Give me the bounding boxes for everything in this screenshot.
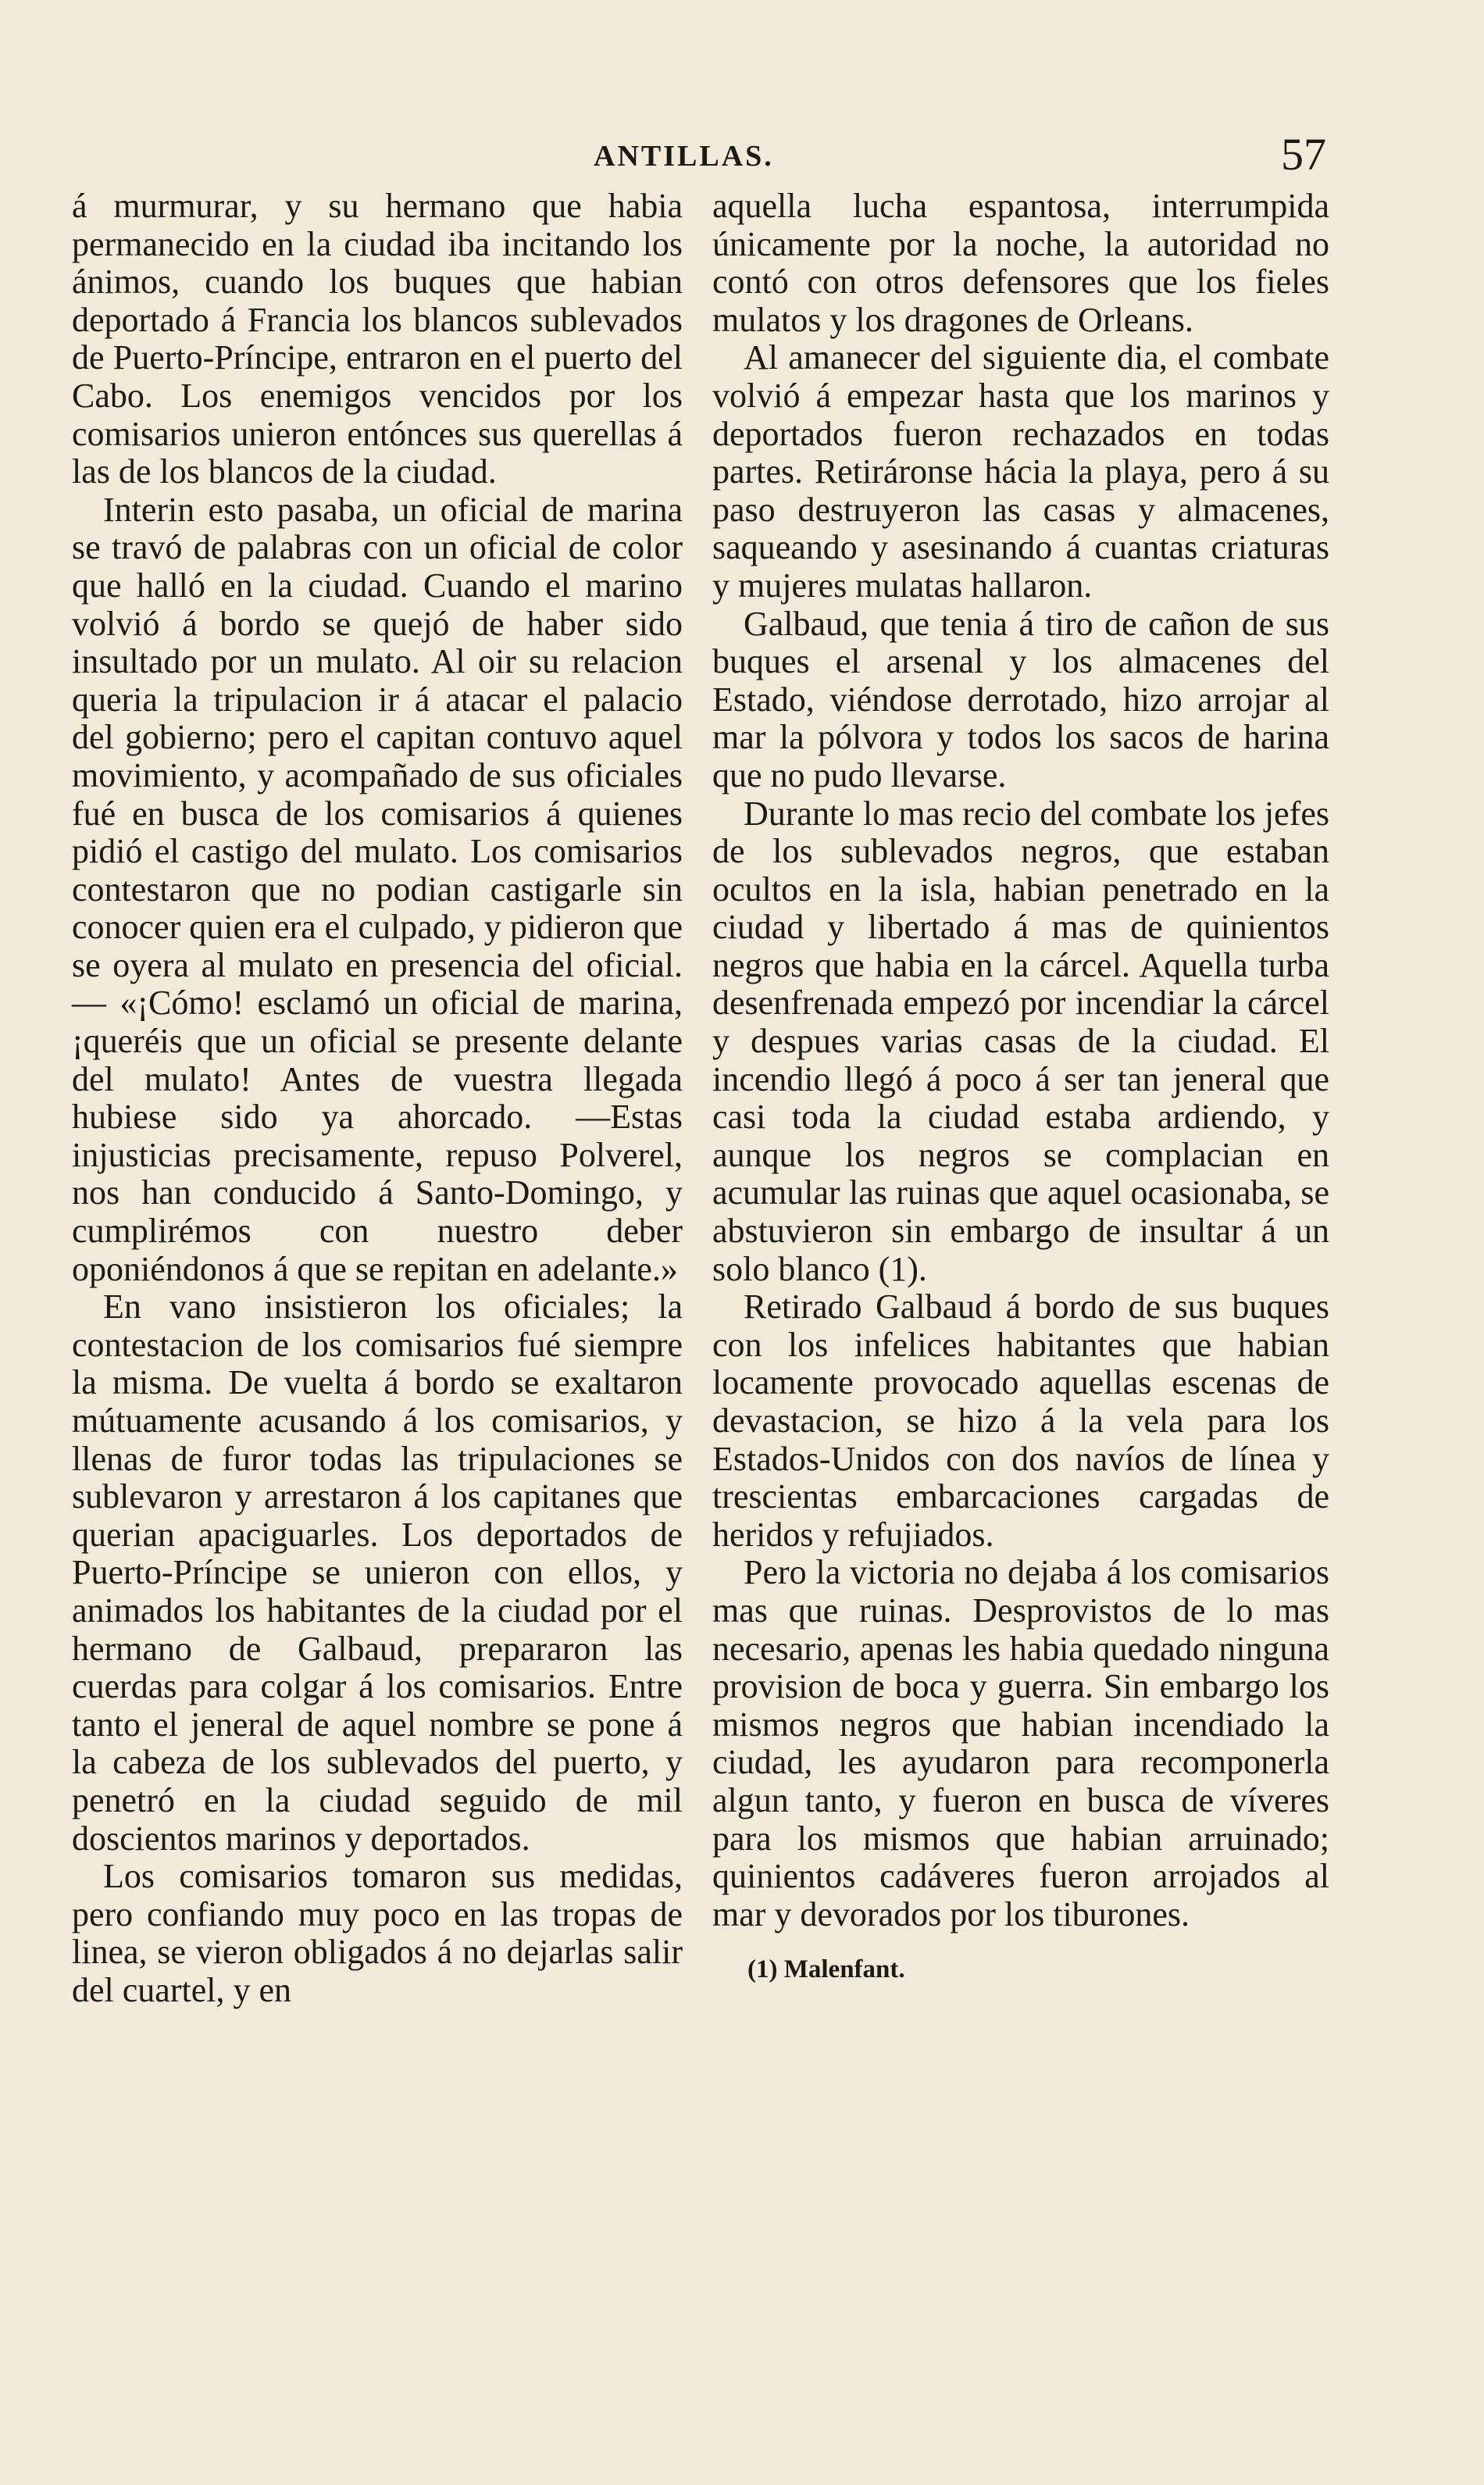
paragraph: Los comisarios tomaron sus medidas, pero confiando muy poco en las tropas de linea, se vieron obligados á no dejarlas salir del cuartel, y en: [72, 1857, 683, 2009]
paragraph: Interin esto pasaba, un oficial de marina se travó de palabras con un oficial de color que halló en la ciudad. Cuando el marino volvió á bordo se quejó de haber sido insultado por un mulato. Al oir su relacion queria la tripulacion ir á atacar el palacio del gobierno; pero el capitan contuvo aquel movimiento, y acompañado de sus oficiales fué en busca de los comisarios á quienes pidió el castigo del mulato. Los comisarios contestaron que no podian castigarle sin conocer quien era el culpado, y pidieron que se oyera al mulato en presencia del oficial. — «¡Cómo! esclamó un oficial de marina, ¡queréis que un oficial se presente delante del mulato! Antes de vuestra llegada hubiese sido ya ahorcado. —Estas injusticias precisamente, repuso Polverel, nos han conducido á Santo-Domingo, y cumplirémos con nuestro deber oponiéndonos á que se repitan en adelante.»: [72, 490, 683, 1288]
paragraph: Galbaud, que tenia á tiro de cañon de sus buques el arsenal y los almacenes del Estado, viéndose derrotado, hizo arrojar al mar la pólvora y todos los sacos de harina que no pudo llevarse.: [712, 604, 1329, 794]
page-number: 57: [1281, 129, 1326, 180]
right-column: [712, 187, 1329, 1988]
running-head: [0, 123, 1484, 186]
paragraph: Retirado Galbaud á bordo de sus buques con los infelices habitantes que habian locamente provocado aquellas escenas de devastacion, se hizo á la vela para los Estados-Unidos con dos navíos de línea y trescientas embarcaciones cargadas de heridos y refujiados.: [712, 1287, 1329, 1554]
paragraph: á murmurar, y su hermano que habia permanecido en la ciudad iba incitando los ánimos, cuando los buques que habian deportado á Francia los blancos sublevados de Puerto-Príncipe, entraron en el puerto del Cabo. Los enemigos vencidos por los comisarios unieron entónces sus querellas á las de los blancos de la ciudad.: [72, 187, 683, 491]
footnote: (1) Malenfant.: [747, 1955, 905, 1984]
paragraph: Pero la victoria no dejaba á los comisarios mas que ruinas. Desprovistos de lo mas necesario, apenas les habia quedado ninguna provision de boca y guerra. Sin embargo los mismos negros que habian incendiado la ciudad, les ayudaron para recomponerla algun tanto, y fueron en busca de víveres para los mismos que habian arruinado; quinientos cadáveres fueron arrojados al mar y devorados por los tiburones.: [712, 1553, 1329, 1933]
paragraph: Al amanecer del siguiente dia, el combate volvió á empezar hasta que los marinos y deportados fueron rechazados en todas partes. Retiráronse hácia la playa, pero á su paso destruyeron las casas y almacenes, saqueando y asesinando á cuantas criaturas y mujeres mulatas hallaron.: [712, 338, 1329, 605]
paragraph: Durante lo mas recio del combate los jefes de los sublevados negros, que estaban ocultos en la isla, habian penetrado en la ciudad y libertado á mas de quinientos negros que habia en la cárcel. Aquella turba desenfrenada empezó por incendiar la cárcel y despues varias casas de la ciudad. El incendio llegó á poco á ser tan jeneral que casi toda la ciudad estaba ardiendo, y aunque los negros se complacian en acumular las ruinas que aquel ocasionaba, se abstuvieron sin embargo de insultar á un solo blanco (1).: [712, 794, 1329, 1288]
running-head-title: ANTILLAS.: [594, 140, 774, 173]
left-column: [72, 187, 683, 2010]
paragraph: En vano insistieron los oficiales; la contestacion de los comisarios fué siempre la misma. De vuelta á bordo se exaltaron mútuamente acusando á los comisarios, y llenas de furor todas las tripulaciones se sublevaron y arrestaron á los capitanes que querian apaciguarles. Los deportados de Puerto-Príncipe se unieron con ellos, y animados los habitantes de la ciudad por el hermano de Galbaud, prepararon las cuerdas para colgar á los comisarios. Entre tanto el jeneral de aquel nombre se pone á la cabeza de los sublevados del puerto, y penetró en la ciudad seguido de mil doscientos marinos y deportados.: [72, 1287, 683, 1858]
paragraph: aquella lucha espantosa, interrumpida únicamente por la noche, la autoridad no contó con otros defensores que los fieles mulatos y los dragones de Orleans.: [712, 187, 1329, 339]
